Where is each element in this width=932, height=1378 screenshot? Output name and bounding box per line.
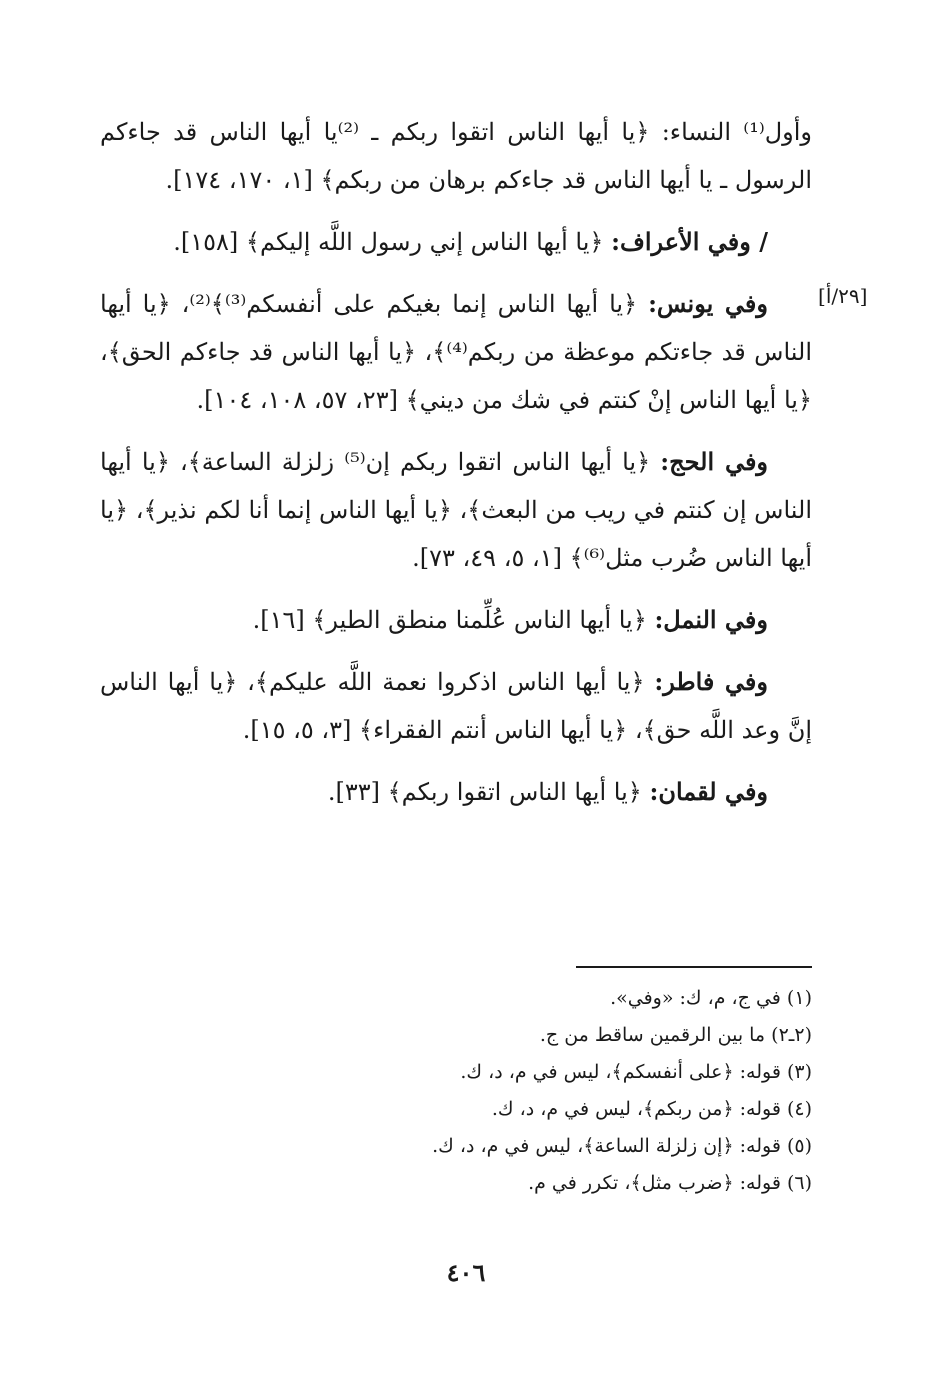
paragraph-text: وأول⁽¹⁾ النساء: ﴿يا أيها الناس اتقوا ربكم ـ ⁽²⁾يا أيها الناس قد جاءكم الرسول ـ يا أيها الناس قد جاءكم برهان من ربكم﴾ [١، ١٧٠، ١٧٤]. [100,118,812,194]
footnote: (٢ـ٢) ما بين الرقمين ساقط من ج. [539,1024,812,1046]
margin-folio-reference: [٢٩/أ] [818,284,868,308]
paragraph-text: ﴿يا أيها الناس اتقوا ربكم﴾ [٣٣]. [327,778,650,806]
paragraph-hajj [100,438,812,582]
paragraph-araf [100,218,812,266]
surah-label: وفي النمل: [654,605,768,634]
paragraph-text: ﴿يا أيها الناس اذكروا نعمة اللَّه عليكم﴾، ﴿يا أيها الناس إنَّ وعد اللَّه حق﴾، ﴿يا أيها الناس أنتم الفقراء﴾ [٣، ٥، ١٥]. [100,668,812,744]
surah-label: وفي لقمان: [649,777,768,806]
paragraph-text: ﴿يا أيها الناس اتقوا ربكم إن⁽⁵⁾ زلزلة الساعة﴾، ﴿يا أيها الناس إن كنتم في ريب من البعث﴾، ﴿يا أيها الناس إنما أنا لكم نذير﴾، ﴿يا أيها الناس ضُرب مثل⁽⁶⁾﴾ [١، ٥، ٤٩، ٧٣]. [100,448,812,572]
paragraph-text: ﴿يا أيها الناس إني رسول اللَّه إليكم﴾ [١٥٨]. [173,228,612,256]
footnote: (١) في ج، م، ك: «وفي». [610,987,812,1009]
surah-label: وفي الحج: [660,447,769,476]
footnote: (٤) قوله: ﴿من ربكم﴾، ليس في م، د، ك. [491,1098,812,1120]
main-text [100,108,812,830]
footnote: (٣) قوله: ﴿على أنفسكم﴾، ليس في م، د، ك. [460,1061,812,1083]
footnotes [200,980,812,1202]
page-number: ٤٠٦ [446,1258,486,1287]
surah-label: وفي فاطر: [654,667,768,696]
paragraph-yunus [100,280,812,424]
surah-label: وفي يونس: [648,289,768,318]
footnote: (٥) قوله: ﴿إن زلزلة الساعة﴾، ليس في م، د، ك. [432,1135,812,1157]
surah-label: / وفي الأعراف: [611,227,768,256]
paragraph-fatir [100,658,812,754]
footnote: (٦) قوله: ﴿ضرب مثل﴾، تكرر في م. [528,1172,812,1194]
paragraph-nisa [100,108,812,204]
paragraph-text: ﴿يا أيها الناس عُلِّمنا منطق الطير﴾ [١٦]. [252,606,655,634]
footnote-divider [576,966,812,968]
paragraph-text: ﴿يا أيها الناس إنما بغيكم على أنفسكم⁽³⁾﴾⁽²⁾، ﴿يا أيها الناس قد جاءتكم موعظة من ربكم⁽⁴⁾﴾، ﴿يا أيها الناس قد جاءكم الحق﴾، ﴿يا أيها الناس إنْ كنتم في شك من ديني﴾ [٢٣، ٥٧، ١٠٨، ١٠٤]. [100,290,813,414]
paragraph-naml [100,596,812,644]
paragraph-luqman [100,768,812,816]
